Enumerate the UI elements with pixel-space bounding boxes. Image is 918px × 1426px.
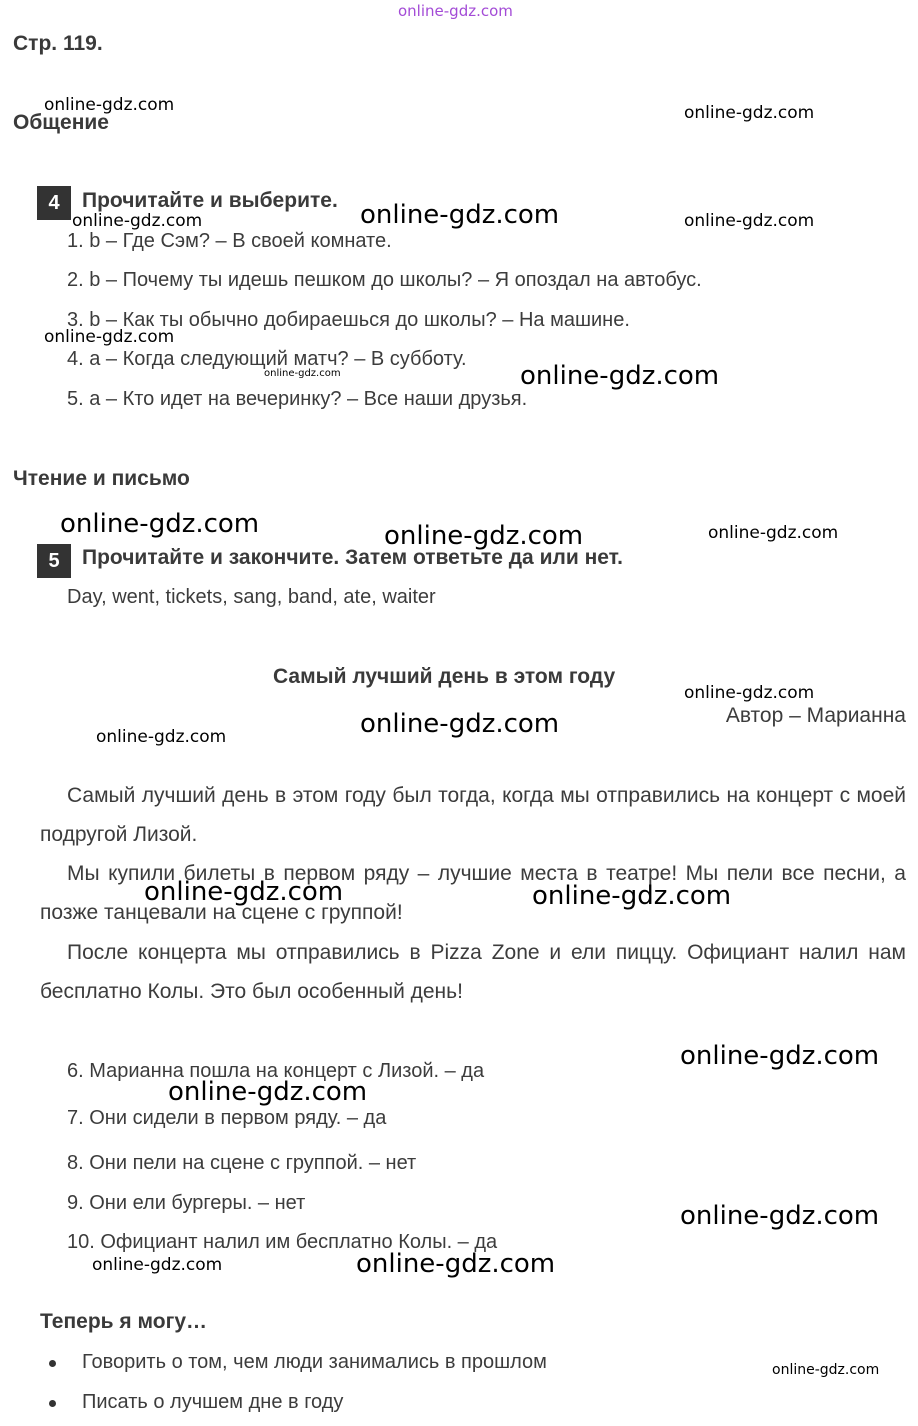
watermark: online-gdz.com [72,211,203,231]
ex4-item-1: 1. b – Где Сэм? – В своей комнате. [67,230,392,252]
can-do-heading: Теперь я могу… [40,1310,207,1333]
ex5-answer-9: 9. Они ели бургеры. – нет [67,1192,306,1214]
watermark: online-gdz.com [44,327,175,347]
exercise-5-title: Прочитайте и закончите. Затем ответьте да или нет. [82,546,623,569]
watermark: online-gdz.com [44,95,175,115]
exercise-4-title: Прочитайте и выберите. [82,189,338,212]
watermark: online-gdz.com [168,1077,368,1107]
watermark: online-gdz.com [356,1249,556,1279]
ex4-item-2: 2. b – Почему ты идешь пешком до школы? – Я опоздал на автобус. [67,269,702,291]
story-paragraph-2: Мы купили билеты в первом ряду – лучшие места в театре! Мы пели все песни, а позже танцевали на сцене с группой! [40,862,906,924]
watermark-top: online-gdz.com [398,2,513,20]
page-number: Стр. 119. [13,32,103,55]
story-author: Автор – Марианна [725,704,906,727]
section-reading-heading: Чтение и письмо [13,467,190,490]
watermark: online-gdz.com [708,523,839,543]
watermark: online-gdz.com [92,1255,223,1275]
story-paragraph-1: Самый лучший день в этом году был тогда, когда мы отправились на концерт с моей подругой Лизой. [40,784,906,846]
watermark: online-gdz.com [532,881,732,911]
watermark: online-gdz.com [520,361,720,391]
ex5-answer-8: 8. Они пели на сцене с группой. – нет [67,1152,417,1174]
ex4-item-3: 3. b – Как ты обычно добираешься до школы? – На машине. [67,309,630,331]
watermark: online-gdz.com [264,368,341,379]
ex4-item-5: 5. a – Кто идет на вечеринку? – Все наши друзья. [67,388,528,410]
watermark: online-gdz.com [360,200,560,230]
bullet-icon [49,1360,56,1367]
ex5-answer-6: 6. Марианна пошла на концерт с Лизой. – да [67,1060,485,1082]
watermark: online-gdz.com [60,509,260,539]
watermark: online-gdz.com [684,683,815,703]
can-do-item-2: Писать о лучшем дне в году [82,1391,344,1413]
section-communication-heading: Общение [13,111,109,134]
watermark: online-gdz.com [680,1041,880,1071]
ex5-answer-10: 10. Официант налил им бесплатно Колы. – да [67,1231,498,1253]
ex5-word-list: Day, went, tickets, sang, band, ate, waiter [67,586,436,608]
watermark: online-gdz.com [684,103,815,123]
bullet-icon [49,1400,56,1407]
can-do-item-1: Говорить о том, чем люди занимались в прошлом [82,1351,547,1373]
watermark: online-gdz.com [384,521,584,551]
exercise-4-number: 4 [37,186,71,220]
watermark: online-gdz.com [144,877,344,907]
story-paragraph-3: После концерта мы отправились в Pizza Zone и ели пиццу. Официант налил нам бесплатно Колы. Это был особенный день! [40,941,906,1003]
story-title: Самый лучший день в этом году [273,665,616,688]
ex5-answer-7: 7. Они сидели в первом ряду. – да [67,1107,387,1129]
watermark: online-gdz.com [684,211,815,231]
exercise-5-number: 5 [37,544,71,578]
watermark: online-gdz.com [96,727,227,747]
watermark: online-gdz.com [772,1362,880,1378]
watermark: online-gdz.com [360,709,560,739]
watermark: online-gdz.com [680,1201,880,1231]
ex4-item-4: 4. a – Когда следующий матч? – В субботу. [67,348,467,370]
